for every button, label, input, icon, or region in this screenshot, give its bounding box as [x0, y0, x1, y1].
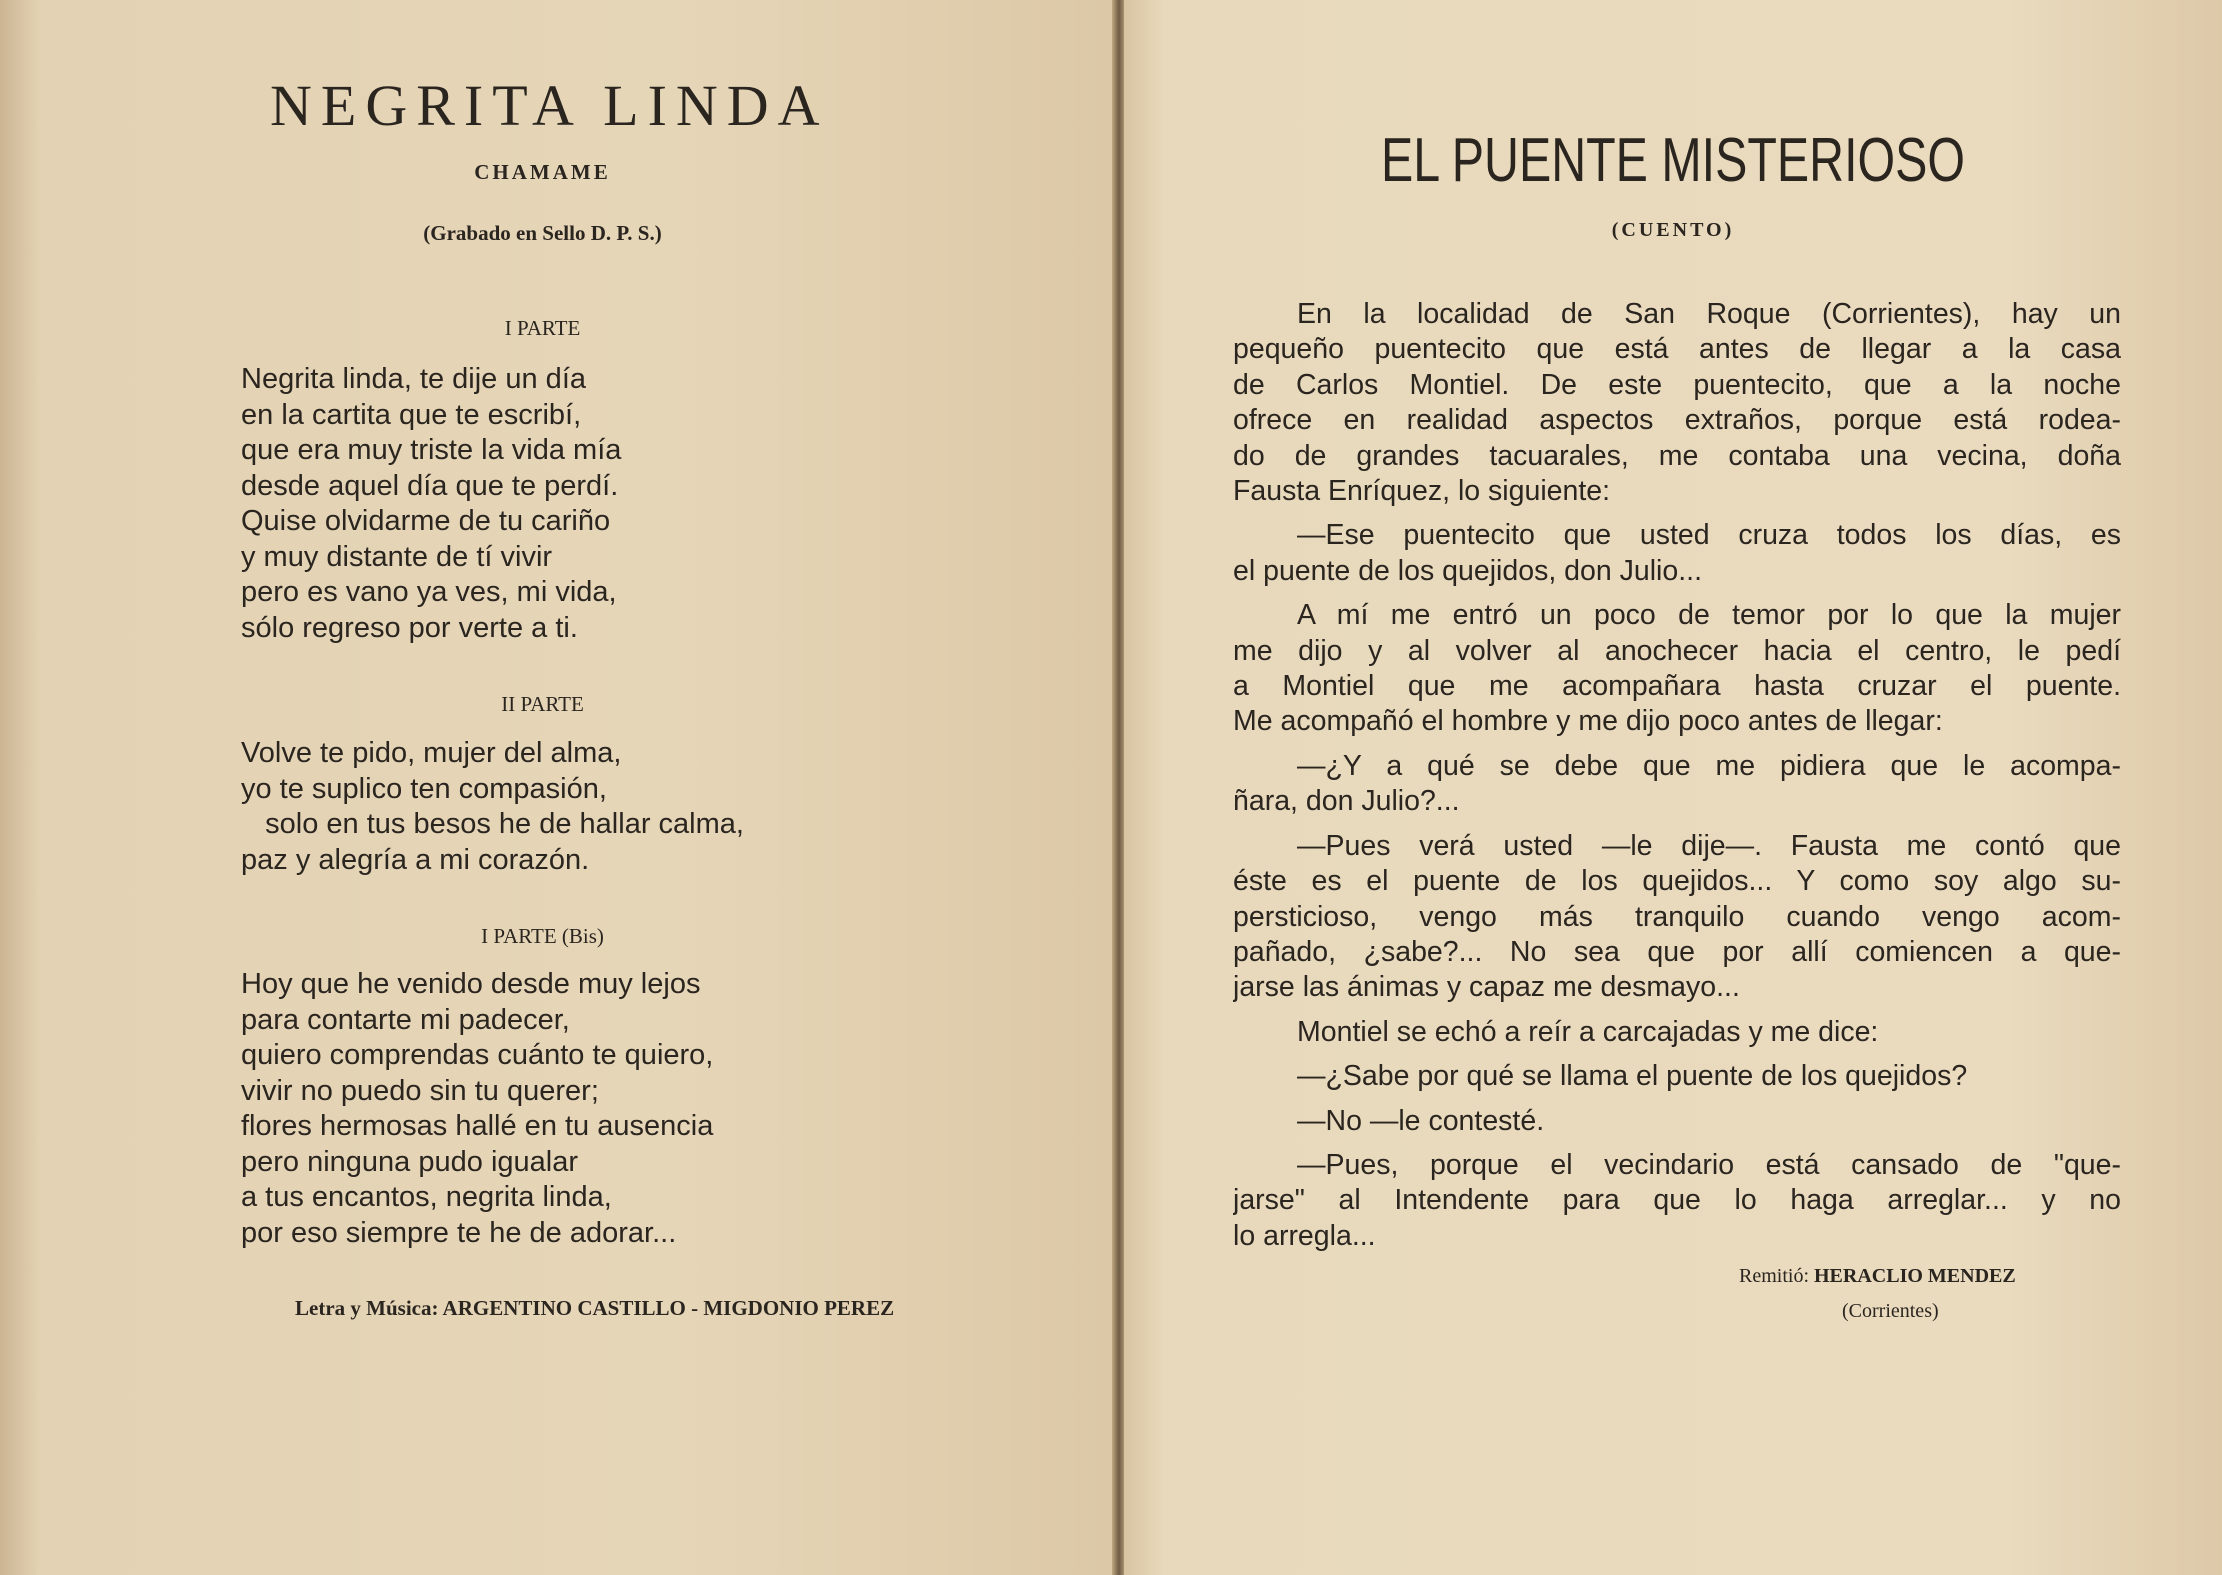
- lyric-line: quiero comprendas cuánto te quiero,: [241, 1039, 714, 1071]
- lyric-line: que era muy triste la vida mía: [241, 434, 622, 466]
- story-line: éste es el puente de los quejidos... Y como soy algo su-: [1233, 865, 2121, 898]
- sender-name: HERACLIO MENDEZ: [1814, 1265, 2016, 1287]
- story-line: —Pues verá usted —le dije—. Fausta me contó que: [1297, 829, 2121, 862]
- story-line: jarse" al Intendente para que lo haga arreglar... y no: [1233, 1184, 2121, 1217]
- story-paragraph: [1233, 1148, 2121, 1254]
- story-line: jarse las ánimas y capaz me desmayo...: [1233, 971, 1740, 1004]
- story-paragraph: [1233, 518, 2121, 589]
- lyric-line: a tus encantos, negrita linda,: [241, 1181, 612, 1213]
- lyric-line: desde aquel día que te perdí.: [241, 469, 619, 502]
- lyric-line: yo te suplico ten compasión,: [241, 772, 607, 805]
- story-line: Me acompañó el hombre y me dijo poco antes de llegar:: [1233, 705, 1943, 738]
- lyric-line: pero es vano ya ves, mi vida,: [241, 576, 617, 608]
- story-line: pañado, ¿sabe?... No sea que por allí comiencen a que-: [1233, 935, 2121, 968]
- section-heading: I PARTE (Bis): [481, 924, 604, 948]
- lyric-line: paz y alegría a mi corazón.: [241, 843, 590, 876]
- story-line: de Carlos Montiel. De este puentecito, que a la noche: [1233, 368, 2121, 401]
- lyric-line: pero ninguna pudo igualar: [241, 1145, 578, 1178]
- sender-location: (Corrientes): [1842, 1300, 1939, 1322]
- lyric-line: para contarte mi padecer,: [241, 1003, 570, 1036]
- section-heading: II PARTE: [501, 692, 584, 716]
- story-line: a Montiel que me acompañara hasta cruzar el puente.: [1233, 670, 2121, 703]
- stanza: [241, 736, 744, 878]
- story-line: —No —le contesté.: [1297, 1104, 1545, 1137]
- story-line: Montiel se echó a reír a carcajadas y me dice:: [1297, 1015, 1879, 1048]
- lyric-line: en la cartita que te escribí,: [241, 398, 582, 431]
- story-line: persticioso, vengo más tranquilo cuando vengo acom-: [1233, 900, 2121, 933]
- story-line: el puente de los quejidos, don Julio...: [1233, 554, 1702, 587]
- lyric-line: Negrita linda, te dije un día: [241, 363, 586, 395]
- story-line: ofrece en realidad aspectos extraños, porque está rodea-: [1233, 404, 2121, 437]
- story-paragraph: [1233, 1104, 2121, 1139]
- lyric-line: flores hermosas hallé en tu ausencia: [241, 1110, 714, 1142]
- song-genre: CHAMAME: [474, 160, 611, 184]
- song-title: NEGRITA LINDA: [270, 73, 829, 138]
- story-body: [1233, 297, 2121, 1263]
- story-title: EL PUENTE MISTERIOSO: [1380, 126, 1966, 195]
- story-line: do de grandes tacuarales, me contaba una vecina, doña: [1233, 439, 2121, 472]
- lyric-line: Volve te pido, mujer del alma,: [241, 737, 622, 769]
- lyric-line: vivir no puedo sin tu querer;: [241, 1074, 599, 1107]
- lyric-line: solo en tus besos he de hallar calma,: [241, 808, 744, 840]
- story-line: —¿Y a qué se debe que me pidiera que le acompa-: [1297, 749, 2121, 782]
- story-paragraph: [1233, 749, 2121, 820]
- story-line: —Ese puentecito que usted cruza todos los días, es: [1297, 519, 2121, 552]
- lyric-line: Quise olvidarme de tu cariño: [241, 505, 611, 537]
- lyric-line: y muy distante de tí vivir: [241, 540, 553, 573]
- song-credit: Letra y Música: ARGENTINO CASTILLO - MIGDONIO PEREZ: [295, 1296, 895, 1320]
- section-heading: I PARTE: [504, 316, 581, 340]
- story-line: ñara, don Julio?...: [1233, 785, 1460, 818]
- story-paragraph: [1233, 829, 2121, 1006]
- lyric-line: por eso siempre te he de adorar...: [241, 1216, 677, 1249]
- story-genre: (CUENTO): [1611, 219, 1735, 241]
- lyric-line: Hoy que he venido desde muy lejos: [241, 968, 701, 1000]
- recording-note: (Grabado en Sello D. P. S.): [423, 221, 662, 245]
- sender-label: Remitió:: [1739, 1265, 1809, 1287]
- story-line: A mí me entró un poco de temor por lo que la mujer: [1297, 599, 2121, 632]
- story-paragraph: [1233, 1015, 2121, 1050]
- story-line: pequeño puentecito que está antes de llegar a la casa: [1233, 333, 2121, 366]
- stanza: [241, 362, 621, 646]
- story-line: lo arregla...: [1233, 1219, 1376, 1252]
- story-line: —Pues, porque el vecindario está cansado de "que-: [1297, 1148, 2121, 1181]
- sender: [1739, 1265, 2016, 1288]
- story-paragraph: [1233, 598, 2121, 740]
- story-paragraph: [1233, 1059, 2121, 1094]
- story-line: me dijo y al volver al anochecer hacia el centro, le pedí: [1233, 634, 2121, 667]
- story-line: Fausta Enríquez, lo siguiente:: [1233, 475, 1611, 508]
- story-line: En la localidad de San Roque (Corrientes), hay un: [1297, 298, 2121, 330]
- lyric-line: sólo regreso por verte a ti.: [241, 611, 578, 644]
- stanza: [241, 967, 713, 1251]
- story-paragraph: [1233, 297, 2121, 509]
- story-line: —¿Sabe por qué se llama el puente de los quejidos?: [1297, 1060, 1968, 1093]
